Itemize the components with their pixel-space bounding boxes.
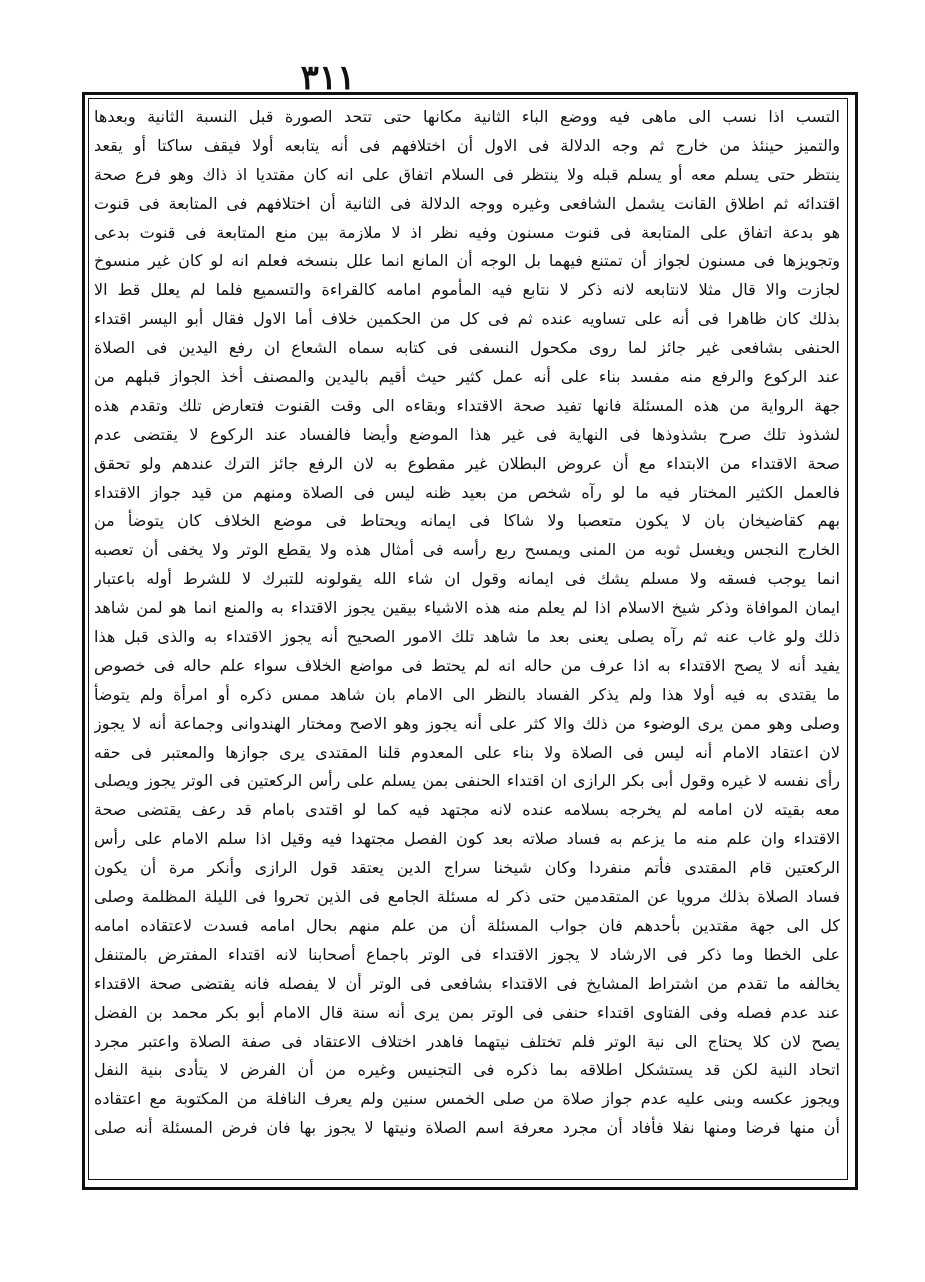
text-line: انما يوجب فسقه ولا مسلم يشك فى ايمانه وقول ان شاء الله يقولونه للتبرك لا للشرط أوله باعتبار xyxy=(94,569,840,589)
text-line: بهم كقاضيخان بان لا يكون متعصبا ولا شاكا فى ايمانه ويحتاط فى موضع الخلاف كان يتوضأ من xyxy=(94,511,840,531)
text-line: الخارج النجس ويغسل ثوبه من المنى ويمسح ربع رأسه فى أمثال هذه ولا يقطع الوتر ولا يخفى أن تعصبه xyxy=(94,540,840,560)
text-line: ايمان الموافاة وذكر شيخ الاسلام اذا لم يعلم منه هذه الاشياء بيقين يجوز الاقتداء به والمنع انما هو لمن شاهد xyxy=(94,598,840,618)
text-line: عند الركوع والرفع منه مفسد بناء على أنه عمل كثير حيث أقيم باليدين والمصنف أخذ الجواز قبلهم من xyxy=(94,367,840,387)
text-line: ذلك ولو غاب عنه ثم رآه يصلى يعنى بعد ما شاهد تلك الامور الصحيح أنه يجوز الاقتداء به والذى قبل هذا xyxy=(94,627,840,647)
text-line: معه بقيته لان امامه لم يخرجه بسلامه عنده لانه مجتهد فيه كما لو اقتدى بامام قد رعف يقتضى صحة xyxy=(94,800,840,820)
text-block xyxy=(94,103,840,1175)
text-line: اتحاد النية لكن قد يستشكل اطلاقه بما ذكره فى التجنيس وغيره من أن الفرض لا يتأدى بنية النفل xyxy=(94,1060,840,1080)
text-line: وتجويزها فى مسنون لجواز أن تمتنع فيهما بل الوجه أن المانع انما علل بنسخه فعلم انه لو كان غير منسوخ xyxy=(94,251,840,271)
text-line: ينتظر حتى يسلم معه أو يسلم قبله ولا ينتظر فى السلام اتفاق على انه كان مقتديا اذ ذاك وهو فرع صحة xyxy=(94,164,840,184)
text-line: ويجوز عكسه وبنى عليه عدم جواز صلاة من صلى الخمس سنين ولم يعرف النافلة من المكتوبة مع اعتقاده xyxy=(94,1089,840,1109)
text-line: الركعتين قام المقتدى فأتم منفردا وكان شيخنا سراج الدين يعتقد قول الرازى وأنكر مرة أن يكون xyxy=(94,858,840,878)
text-line: يفيد أنه لا يصح الاقتداء به اذا عرف من حاله انه لم يحتط فى مواضع الخلاف سواء علم حاله فى خصوص xyxy=(94,655,840,675)
text-line: رأى نفسه لا غيره وقول أبى بكر الرازى ان اقتداء الحنفى بمن يسلم على رأس الركعتين فى الوتر يجوز ويصلى xyxy=(94,771,840,791)
text-line: أن منها فرضا ومنها نفلا فأفاد أن مجرد معرفة اسم الصلاة ونيتها لا يجوز بها فان فرض المسئلة أنه صلى xyxy=(94,1118,840,1138)
text-line: هو بدعة اتفاق على المتابعة فى قنوت مسنون وفيه نظر اذ لا ملازمة بين منع المتابعة فى قنوت بدعى xyxy=(94,222,840,242)
text-line: عند عدم فصله وفى الفتاوى اقتداء حنفى فى الوتر بمن يرى أنه سنة قال الامام أبو بكر محمد بن الفضل xyxy=(94,1002,840,1022)
text-line: الاقتداء وان علم منه ما يزعم به فساد صلاته بعد كون الفصل مجتهدا فيه وقيل اذا سلم الامام على رأس xyxy=(94,829,840,849)
text-line: جهة الرواية من هذه المسئلة فانها تفيد صحة الاقتداء وبقاءه الى وقت القنوت فتعارض تلك وتقدم هذه xyxy=(94,395,840,415)
text-line: فالعمل الكثير المختار فيه ما لو رآه شخص من بعيد ظنه ليس فى الصلاة ومنهم من قيد جواز الاقتداء xyxy=(94,482,840,502)
text-line: التسب اذا نسب الى ماهى فيه ووضع الباء الثانية مكانها حتى تتحد الصورة قبل النسبة الثانية وبعدها xyxy=(94,107,840,126)
text-line: يصح لان كلا يحتاج الى نية الوتر فلم تختلف نيتهما فاهدر اختلاف الاعتقاد فى صفة الصلاة واعتبر مجرد xyxy=(94,1031,840,1051)
page-number: ٣١١ xyxy=(300,58,356,98)
text-line: بذلك كان ظاهرا فى أنه على تساويه عنده ثم فى كل من الحكمين خلاف أما الاول فقال أبو اليسر اقتداء xyxy=(94,309,840,329)
text-line: يخالفه ما تقدم من اشتراط المشايخ فى الاقتداء بشافعى فى الوتر أن لا يفصله فانه يقتضى صحة الاقتداء xyxy=(94,973,840,993)
text-line: فساد الصلاة بذلك مرويا عن المتقدمين حتى ذكر له مسئلة الجامع فى الذين تحروا فى الليلة المظلمة وصلى xyxy=(94,887,840,907)
text-line: لان اعتقاد الامام أنه ليس فى الصلاة ولا بناء على المعدوم قلنا المقتدى يرى جوازها والمعتبر فى حقه xyxy=(94,742,840,762)
text-line: الحنفى بشافعى غير جائز لما روى مكحول النسفى فى كتابه سماه الشعاع ان رفع اليدين فى الصلاة xyxy=(94,338,840,358)
text-line: اقتدائه ثم اطلاق القانت يشمل الشافعى وغيره ووجه الدلالة فى الثانية أن اختلافهم فى المتابعة فى قنوت xyxy=(94,193,840,213)
text-line: ما يقتدى به فيه أولا هذا ولم يذكر الفساد بالنظر الى الامام بان شاهد ممس ذكره أو امرأة ولم يتوضأ xyxy=(94,684,840,704)
text-line: كل الى جهة مقتدين بأحدهم فان جواب المسئلة أن من علم منهم بحال امامه فسدت لاعتقاده امامه xyxy=(94,915,840,935)
text-line: صحة الاقتداء من الابتداء مع أن عروض البطلان غير مقطوع به لان الرفع جائز الترك عندهم ولو تحقق xyxy=(94,453,840,473)
text-line: لجازت والا قال مثلا لانتابعه لانه ذكر لا نتابع فيه المأموم امامه كالقراءة والتسميع فلما لم يعلل قط الا xyxy=(94,280,840,300)
text-line: والتميز حينئذ من خارج ثم وجه الدلالة فى الاول أن اختلافهم فى أنه يتابعه أولا فيقف ساكتا أو يقعد xyxy=(94,135,840,155)
text-line: وصلى وهو ممن يرى الوضوء من ذلك والا كثر على أنه يجوز وهو الاصح ومختار الهندوانى وجماعة أنه لا يجوز xyxy=(94,713,840,733)
text-line: لشذوذ تلك صرح بشذوذها فى النهاية فى غير هذا الموضع وأيضا فالفساد عند الركوع لا يقتضى عدم xyxy=(94,424,840,444)
text-line: على الخطا وما ذكر فى الارشاد لا يجوز الاقتداء فى الوتر باجماع أصحابنا لانه اقتداء المفترض بالمتنفل xyxy=(94,944,840,964)
